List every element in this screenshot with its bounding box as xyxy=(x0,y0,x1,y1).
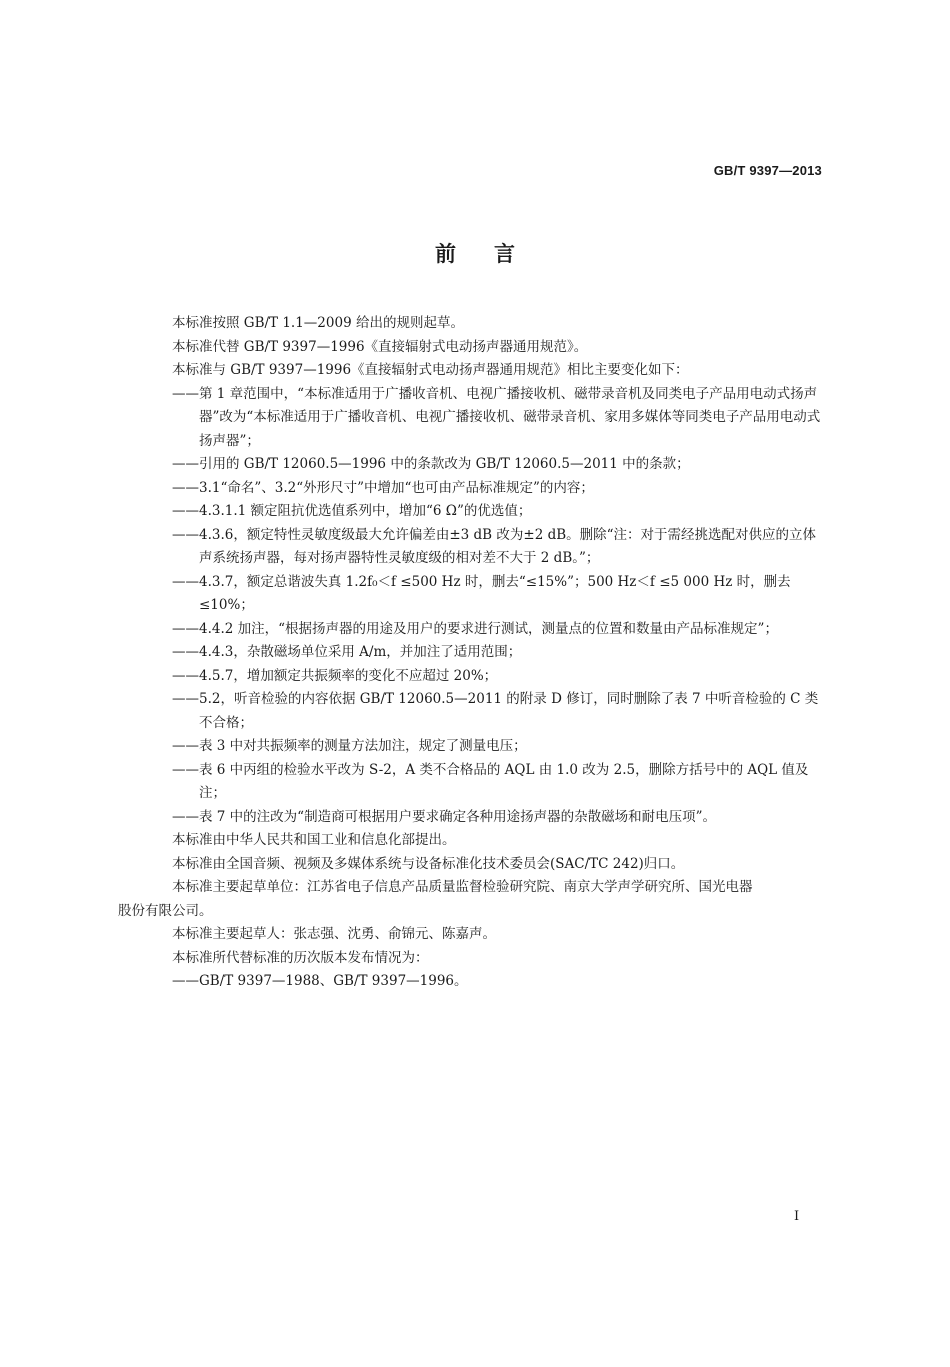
list-item xyxy=(172,665,822,689)
list-item xyxy=(172,641,822,665)
list-item-text: 4.4.3，杂散磁场单位采用 A/m，并加注了适用范围； xyxy=(199,644,522,660)
list-item xyxy=(172,571,822,618)
list-item xyxy=(172,735,822,759)
list-item-text: 表 7 中的注改为“制造商可根据用户要求确定各种用途扬声器的杂散磁场和耐电压项”。 xyxy=(199,808,716,825)
changes-intro-paragraph: 本标准与 GB/T 9397—1996《直接辐射式电动扬声器通用规范》相比主要变化如下： xyxy=(172,362,689,378)
list-item xyxy=(172,524,822,571)
list-item-text: 第 1 章范围中，“本标准适用于广播收音机、电视广播接收机、磁带录音机及同类电子产品用电动式扬声器”改为“本标准适用于广播收音机、电视广播接收机、磁带录音机、家用多媒体等同类电子产品用电动式扬声器”； xyxy=(199,385,821,449)
dash-marker: —— xyxy=(172,526,199,543)
page-title: 前言 xyxy=(435,242,553,266)
list-item xyxy=(172,618,822,642)
dash-marker: —— xyxy=(172,667,199,684)
list-item-text: 3.1“命名”、3.2“外形尺寸”中增加“也可由产品标准规定”的内容； xyxy=(199,479,594,496)
dash-marker: —— xyxy=(172,620,199,637)
list-item-text: 表 3 中对共振频率的测量方法加注，规定了测量电压； xyxy=(199,738,527,754)
foreword-body xyxy=(118,312,822,994)
list-item xyxy=(172,806,822,830)
proposer-paragraph: 本标准由中华人民共和国工业和信息化部提出。 xyxy=(172,832,456,848)
replacement-paragraph: 本标准代替 GB/T 9397—1996《直接辐射式电动扬声器通用规范》。 xyxy=(172,338,588,355)
dash-marker: —— xyxy=(172,808,199,825)
changes-list xyxy=(172,383,822,830)
list-item-text: 4.3.1.1 额定阻抗优选值系列中，增加“6 Ω”的优选值； xyxy=(199,503,532,519)
dash-marker: —— xyxy=(172,573,199,590)
dash-marker: —— xyxy=(172,761,199,778)
history-versions-text: GB/T 9397—1988、GB/T 9397—1996。 xyxy=(199,973,468,989)
dash-marker: —— xyxy=(172,691,199,707)
standard-code: GB/T 9397—2013 xyxy=(713,163,822,178)
dash-marker: —— xyxy=(172,385,199,402)
list-item-text: 4.3.7，额定总谐波失真 1.2f₀＜f ≤500 Hz 时，删去“≤15%”；500 Hz＜f ≤5 000 Hz 时，删去≤10%； xyxy=(199,573,791,613)
history-list-item xyxy=(172,970,822,994)
drafting-units-line-1: 本标准主要起草单位：江苏省电子信息产品质量监督检验研究院、南京大学声学研究所、国光电器 xyxy=(172,879,753,895)
list-item xyxy=(172,477,822,501)
list-item-text: 4.4.2 加注，“根据扬声器的用途及用户的要求进行测试，测量点的位置和数量由产品标准规定”； xyxy=(199,620,778,637)
list-item xyxy=(172,383,822,454)
list-item xyxy=(172,500,822,524)
list-item xyxy=(172,759,822,806)
list-item-text: 4.3.6，额定特性灵敏度级最大允许偏差由±3 dB 改为±2 dB。删除“注：对于需经挑选配对供应的立体声系统扬声器，每对扬声器特性灵敏度级的相对差不大于 2 dB。”； xyxy=(199,526,817,566)
list-item-text: 5.2，听音检验的内容依据 GB/T 12060.5—2011 的附录 D 修订，同时删除了表 7 中听音检验的 C 类不合格； xyxy=(199,691,819,731)
drafting-units-line-2: 股份有限公司。 xyxy=(118,902,213,919)
committee-paragraph: 本标准由全国音频、视频及多媒体系统与设备标准化技术委员会(SAC/TC 242)归口。 xyxy=(172,855,685,872)
list-item-text: 表 6 中丙组的检验水平改为 S-2，A 类不合格品的 AQL 由 1.0 改为 2.5，删除方括号中的 AQL 值及注； xyxy=(199,761,809,801)
dash-marker: —— xyxy=(172,644,199,660)
drafting-units-paragraph xyxy=(118,876,822,923)
list-item-text: 引用的 GB/T 12060.5—1996 中的条款改为 GB/T 12060.5—2011 中的条款； xyxy=(199,456,690,472)
drafting-rule-paragraph: 本标准按照 GB/T 1.1—2009 给出的规则起草。 xyxy=(172,315,464,331)
dash-marker: —— xyxy=(172,973,199,989)
list-item xyxy=(172,688,822,735)
dash-marker: —— xyxy=(172,738,199,754)
list-item-text: 4.5.7，增加额定共振频率的变化不应超过 20%； xyxy=(199,667,498,684)
history-intro-paragraph: 本标准所代替标准的历次版本发布情况为： xyxy=(172,949,429,966)
dash-marker: —— xyxy=(172,479,199,496)
dash-marker: —— xyxy=(172,456,199,472)
drafters-paragraph: 本标准主要起草人：张志强、沈勇、俞锦元、陈嘉声。 xyxy=(172,926,496,942)
dash-marker: —— xyxy=(172,503,199,519)
page-number: I xyxy=(794,1209,800,1224)
list-item xyxy=(172,453,822,477)
